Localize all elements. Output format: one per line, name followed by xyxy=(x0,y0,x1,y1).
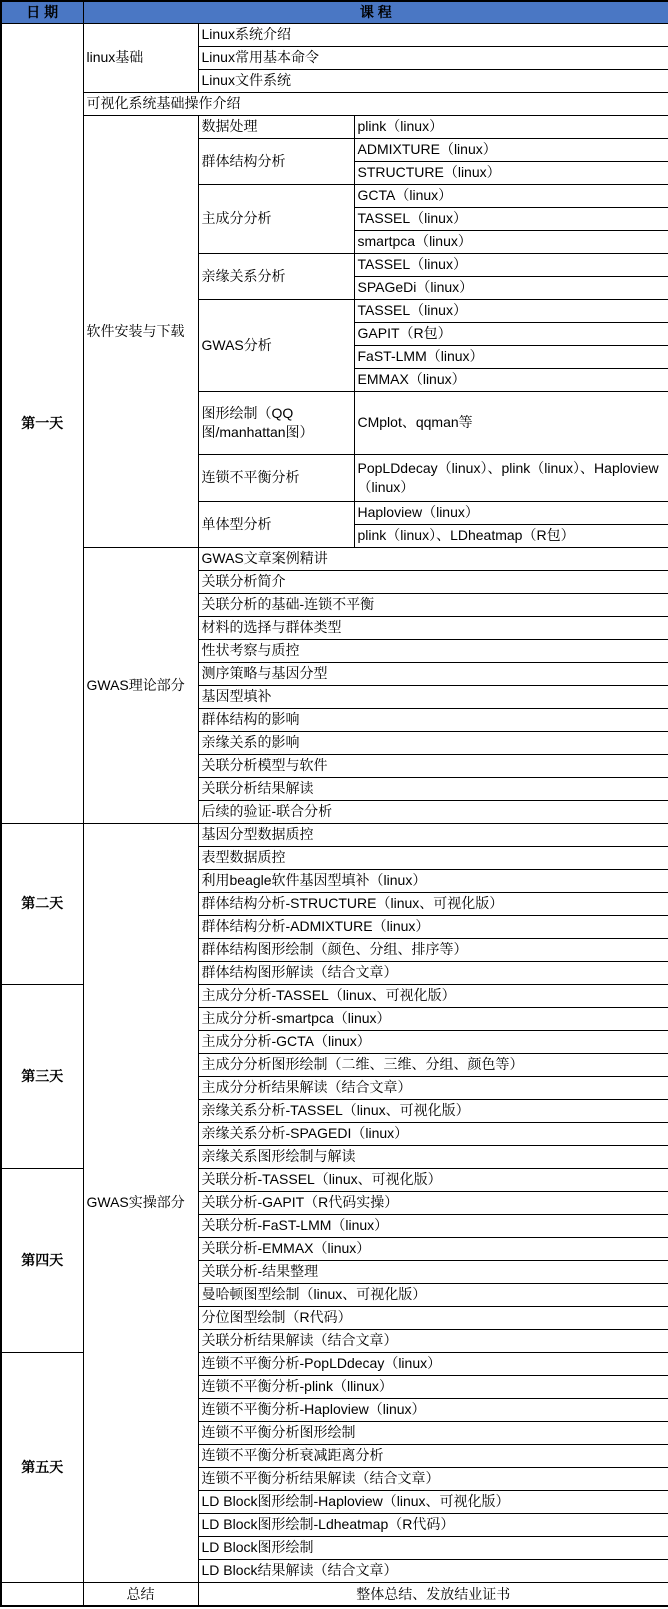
course-item: 关联分析模型与软件 xyxy=(198,754,668,777)
course-item: 关联分析-TASSEL（linux、可视化版） xyxy=(198,1168,668,1191)
course-item: 群体结构图形解读（结合文章） xyxy=(198,961,668,984)
course-item: 关联分析-EMMAX（linux） xyxy=(198,1237,668,1260)
course-item: FaST-LMM（linux） xyxy=(354,345,668,368)
course-item: 性状考察与质控 xyxy=(198,639,668,662)
course-item: 群体结构分析-STRUCTURE（linux、可视化版） xyxy=(198,892,668,915)
subcategory-population-structure: 群体结构分析 xyxy=(198,138,354,184)
header-course: 课 程 xyxy=(83,1,668,23)
day-3-label: 第三天 xyxy=(1,984,83,1168)
course-item: 曼哈顿图型绘制（linux、可视化版） xyxy=(198,1283,668,1306)
course-item: Linux系统介绍 xyxy=(198,23,668,46)
course-item: 连锁不平衡分析结果解读（结合文章） xyxy=(198,1467,668,1490)
course-item: 分位图型绘制（R代码） xyxy=(198,1306,668,1329)
category-linux-basics: linux基础 xyxy=(83,23,198,92)
empty-day-cell xyxy=(1,1582,83,1606)
category-software-install: 软件安装与下载 xyxy=(83,115,198,547)
course-item: 亲缘关系分析-SPAGEDI（linux） xyxy=(198,1122,668,1145)
course-item: GWAS文章案例精讲 xyxy=(198,547,668,570)
course-item: ADMIXTURE（linux） xyxy=(354,138,668,161)
course-item: SPAGeDi（linux） xyxy=(354,276,668,299)
category-gwas-practice: GWAS实操部分 xyxy=(83,823,198,1582)
course-item: TASSEL（linux） xyxy=(354,299,668,322)
course-item: STRUCTURE（linux） xyxy=(354,161,668,184)
course-item: 亲缘关系的影响 xyxy=(198,731,668,754)
course-item: 主成分分析结果解读（结合文章） xyxy=(198,1076,668,1099)
category-gwas-theory: GWAS理论部分 xyxy=(83,547,198,823)
subcategory-gwas-analysis: GWAS分析 xyxy=(198,299,354,391)
subcategory-plotting: 图形绘制（QQ图/manhattan图） xyxy=(198,391,354,454)
subcategory-pca: 主成分分析 xyxy=(198,184,354,253)
course-item: 测序策略与基因分型 xyxy=(198,662,668,685)
header-date: 日 期 xyxy=(1,1,83,23)
course-item: 关联分析-GAPIT（R代码实操） xyxy=(198,1191,668,1214)
course-item: 连锁不平衡分析-Haploview（linux） xyxy=(198,1398,668,1421)
course-item: 连锁不平衡分析-PopLDdecay（linux） xyxy=(198,1352,668,1375)
course-item: 连锁不平衡分析衰减距离分析 xyxy=(198,1444,668,1467)
course-item: 群体结构的影响 xyxy=(198,708,668,731)
course-item: 基因分型数据质控 xyxy=(198,823,668,846)
course-item: plink（linux）、LDheatmap（R包） xyxy=(354,524,668,547)
subcategory-haplotype: 单体型分析 xyxy=(198,501,354,547)
course-item: 主成分分析-TASSEL（linux、可视化版） xyxy=(198,984,668,1007)
course-item: 亲缘关系图形绘制与解读 xyxy=(198,1145,668,1168)
course-item: CMplot、qqman等 xyxy=(354,391,668,454)
course-item: 利用beagle软件基因型填补（linux） xyxy=(198,869,668,892)
table-header-row xyxy=(1,1,668,23)
course-item: Linux文件系统 xyxy=(198,69,668,92)
summary-row xyxy=(1,1582,668,1606)
course-item: 关联分析的基础-连锁不平衡 xyxy=(198,593,668,616)
table-row xyxy=(1,92,668,115)
course-item: LD Block图形绘制-Ldheatmap（R代码） xyxy=(198,1513,668,1536)
course-item: 关联分析结果解读 xyxy=(198,777,668,800)
course-item: GCTA（linux） xyxy=(354,184,668,207)
summary-content: 整体总结、发放结业证书 xyxy=(198,1582,668,1606)
course-item: smartpca（linux） xyxy=(354,230,668,253)
course-item: GAPIT（R包） xyxy=(354,322,668,345)
course-item: TASSEL（linux） xyxy=(354,207,668,230)
course-item: 基因型填补 xyxy=(198,685,668,708)
table-row xyxy=(1,547,668,570)
course-item: PopLDdecay（linux）、plink（linux）、Haploview（linux） xyxy=(354,454,668,501)
category-visual-intro: 可视化系统基础操作介绍 xyxy=(83,92,668,115)
course-item: LD Block结果解读（结合文章） xyxy=(198,1559,668,1582)
subcategory-data-processing: 数据处理 xyxy=(198,115,354,138)
course-item: EMMAX（linux） xyxy=(354,368,668,391)
day-1-label: 第一天 xyxy=(1,23,83,823)
course-item: 关联分析结果解读（结合文章） xyxy=(198,1329,668,1352)
course-item: 主成分分析-smartpca（linux） xyxy=(198,1007,668,1030)
table-row xyxy=(1,23,668,46)
category-summary: 总结 xyxy=(83,1582,198,1606)
course-item: LD Block图形绘制-Haploview（linux、可视化版） xyxy=(198,1490,668,1513)
course-item: 后续的验证-联合分析 xyxy=(198,800,668,823)
course-item: 关联分析-FaST-LMM（linux） xyxy=(198,1214,668,1237)
course-item: 群体结构分析-ADMIXTURE（linux） xyxy=(198,915,668,938)
subcategory-ld: 连锁不平衡分析 xyxy=(198,454,354,501)
course-item: 连锁不平衡分析图形绘制 xyxy=(198,1421,668,1444)
course-item: TASSEL（linux） xyxy=(354,253,668,276)
course-item: 关联分析简介 xyxy=(198,570,668,593)
course-item: Haploview（linux） xyxy=(354,501,668,524)
course-item: 材料的选择与群体类型 xyxy=(198,616,668,639)
day-2-label: 第二天 xyxy=(1,823,83,984)
course-item: 主成分分析图形绘制（二维、三维、分组、颜色等） xyxy=(198,1053,668,1076)
course-item: plink（linux） xyxy=(354,115,668,138)
course-item: 连锁不平衡分析-plink（llinux） xyxy=(198,1375,668,1398)
subcategory-kinship: 亲缘关系分析 xyxy=(198,253,354,299)
course-item: LD Block图形绘制 xyxy=(198,1536,668,1559)
day-5-label: 第五天 xyxy=(1,1352,83,1582)
table-row xyxy=(1,115,668,138)
course-item: 关联分析-结果整理 xyxy=(198,1260,668,1283)
day-4-label: 第四天 xyxy=(1,1168,83,1352)
table-row xyxy=(1,823,668,846)
course-item: 群体结构图形绘制（颜色、分组、排序等） xyxy=(198,938,668,961)
course-item: Linux常用基本命令 xyxy=(198,46,668,69)
course-item: 亲缘关系分析-TASSEL（linux、可视化版） xyxy=(198,1099,668,1122)
course-item: 主成分分析-GCTA（linux） xyxy=(198,1030,668,1053)
course-item: 表型数据质控 xyxy=(198,846,668,869)
